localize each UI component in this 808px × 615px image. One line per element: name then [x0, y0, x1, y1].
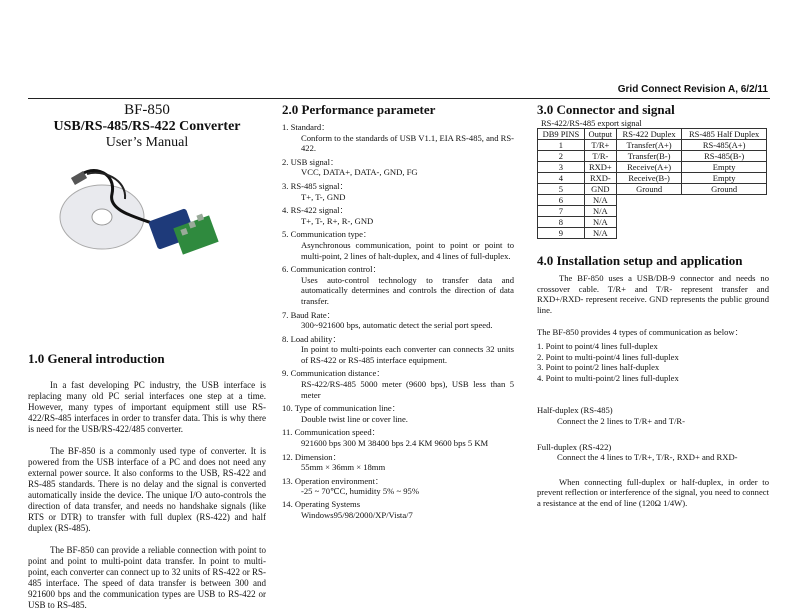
column-performance	[282, 102, 514, 520]
table-row	[538, 206, 767, 217]
param-label: 5. Communication type：	[282, 229, 372, 240]
types-intro: The BF-850 provides 4 types of communication as below：	[537, 327, 744, 338]
param-item	[282, 499, 514, 520]
table-cell: N/A	[584, 206, 616, 217]
table-cell: 6	[538, 195, 585, 206]
intro-paragraph: The BF-850 is a commonly used type of converter. It is powered from the USB interface of a PC and does not need any external power source. It also conforms to the USB, RS-422 and RS-485 standards. There is no delay and the signal is converted automatically inside the device. The unique I/O auto-controls the direction of data transfer, and needs no handshake signals (like RTS or DTR) to transfer with full duplex (RS-422) and half duplex (RS-485).	[28, 446, 266, 533]
table-row	[538, 195, 767, 206]
table-cell: Ground	[682, 184, 767, 195]
param-value: -25 ~ 70℃C, humidity 5% ~ 95%	[301, 486, 420, 497]
param-label: 3. RS-485 signal：	[282, 180, 349, 191]
performance-heading: 2.0 Performance parameter	[282, 102, 436, 117]
param-label: 12. Dimension：	[282, 451, 342, 462]
table-cell: RXD-	[584, 173, 616, 184]
param-value: 300~921600 bps, automatic detect the serial port speed.	[301, 320, 493, 331]
header-divider	[28, 98, 770, 99]
param-label: 4. RS-422 signal：	[282, 205, 349, 216]
table-caption: RS-422/RS-485 export signal	[541, 118, 642, 128]
param-label: 13. Operation environment：	[282, 475, 384, 486]
column-connector	[537, 102, 769, 509]
table-cell: 4	[538, 173, 585, 184]
table-cell: 8	[538, 217, 585, 228]
table-cell: 9	[538, 228, 585, 239]
install-paragraph: The BF-850 uses a USB/DB-9 connector and needs no crossover cable. T/R+ and T/R- represent transfer and RXD+/RXD- represent receive. GND represents the public ground line.	[537, 273, 769, 315]
param-value: 921600 bps 300 M 38400 bps 2.4 KM 9600 bps 5 KM	[301, 438, 489, 449]
full-duplex-label: Full-duplex (RS-422)	[537, 441, 612, 452]
intro-paragraph: In a fast developing PC industry, the USB interface is replacing many old PC serial interfaces one step at a time. However, many types of important equipment still use RS-422/RS-485 interfaces in order to transfer data. This is why there is need for the USB/RS-422/485 converter.	[28, 380, 266, 434]
manual-title: User’s Manual	[105, 135, 189, 150]
types-list	[537, 341, 769, 383]
param-value: RS-422/RS-485 5000 meter (9600 bps), USB less than 5 meter	[301, 379, 514, 400]
param-value: Windows95/98/2000/XP/Vista/7	[301, 509, 413, 520]
product-subtitle: USB/RS-485/RS-422 Converter	[53, 119, 241, 134]
param-value: Asynchronous communication, point to point or point to multi-point, 2 lines of halt-duplex, and 4 lines of full-duplex.	[301, 239, 514, 261]
table-cell: Receive(A+)	[616, 162, 681, 173]
table-row	[538, 217, 767, 228]
table-cell: N/A	[584, 228, 616, 239]
param-item	[282, 476, 514, 497]
table-cell: 3	[538, 162, 585, 173]
param-value: Double twist line or cover line.	[301, 413, 408, 424]
table-cell: Empty	[682, 162, 767, 173]
param-item	[282, 205, 514, 226]
table-cell: T/R-	[584, 151, 616, 162]
table-header-cell: RS-485 Half Duplex	[682, 129, 767, 140]
param-label: 10. Type of communication line：	[282, 403, 401, 414]
table-cell: T/R+	[584, 140, 616, 151]
empty-cell	[616, 206, 681, 217]
param-value: In point to multi-points each converter can connects 32 units of RS-422 or RS-485 interface equipment.	[301, 344, 514, 365]
table-cell: Ground	[616, 184, 681, 195]
param-value: VCC, DATA+, DATA-, GND, FG	[301, 167, 418, 178]
list-item: 3. Point to point/2 lines half-duplex	[537, 362, 660, 373]
list-item: 4. Point to multi-point/2 lines full-duplex	[537, 372, 679, 383]
param-label: 7. Baud Rate：	[282, 309, 336, 320]
table-row	[538, 173, 767, 184]
table-header-cell: Output	[584, 129, 616, 140]
table-cell: RS-485(B-)	[682, 151, 767, 162]
signal-table	[537, 128, 767, 239]
half-duplex-label: Half-duplex (RS-485)	[537, 405, 613, 416]
table-header-cell: RS-422 Duplex	[616, 129, 681, 140]
table-cell: 2	[538, 151, 585, 162]
param-item	[282, 157, 514, 178]
table-header-cell: DB9 PINS	[538, 129, 585, 140]
param-label: 9. Communication distance：	[282, 368, 385, 379]
empty-cell	[616, 217, 681, 228]
empty-cell	[682, 206, 767, 217]
intro-paragraph: The BF-850 can provide a reliable connection with point to point and point to multi-point data transfer. In point to multi-point, each converter can connect up to 32 units of RS-422 or RS-485 interface. The speed of data transfer is between 300 and 921600 bps and the communication types are USB to RS-422 or USB to RS-485.	[28, 545, 266, 610]
param-label: 11. Communication speed：	[282, 427, 381, 438]
param-value: T+, T-, GND	[301, 191, 346, 202]
half-duplex-text: Connect the 2 lines to T/R+ and T/R-	[557, 415, 685, 426]
table-cell: 1	[538, 140, 585, 151]
table-cell: Empty	[682, 173, 767, 184]
table-cell: Transfer(A+)	[616, 140, 681, 151]
column-intro	[28, 102, 266, 611]
table-cell: Receive(B-)	[616, 173, 681, 184]
empty-cell	[682, 195, 767, 206]
param-value: Conform to the standards of USB V1.1, EIA RS-485, and RS-422.	[301, 132, 515, 154]
param-item	[282, 452, 514, 473]
param-item	[282, 264, 514, 306]
param-item	[282, 229, 514, 261]
table-cell: RXD+	[584, 162, 616, 173]
table-row	[538, 228, 767, 239]
param-item	[282, 310, 514, 331]
table-cell: N/A	[584, 195, 616, 206]
table-cell: N/A	[584, 217, 616, 228]
final-paragraph: When connecting full-duplex or half-duplex, in order to prevent reflection or interference of the signal, you need to connect a resistance at the end of line (120Ω 1/4W).	[537, 476, 769, 508]
param-label: 2. USB signal：	[282, 156, 339, 167]
list-item: 2. Point to multi-point/4 lines full-duplex	[537, 351, 679, 362]
param-label: 6. Communication control：	[282, 264, 382, 275]
param-label: 1. Standard：	[282, 122, 330, 132]
param-value: 55mm × 36mm × 18mm	[301, 462, 386, 473]
empty-cell	[682, 228, 767, 239]
connector-heading: 3.0 Connector and signal	[537, 102, 675, 117]
table-row	[538, 140, 767, 151]
table-cell: Transfer(B-)	[616, 151, 681, 162]
product-photo	[57, 159, 237, 269]
param-item	[282, 427, 514, 448]
empty-cell	[616, 195, 681, 206]
empty-cell	[682, 217, 767, 228]
param-item	[282, 334, 514, 366]
table-row	[538, 151, 767, 162]
table-header-row	[538, 129, 767, 140]
empty-cell	[616, 228, 681, 239]
param-value: T+, T-, R+, R-, GND	[301, 215, 374, 226]
intro-heading: 1.0 General introduction	[28, 351, 165, 366]
param-item	[282, 122, 514, 154]
install-heading: 4.0 Installation setup and application	[537, 253, 743, 268]
revision-label: Grid Connect Revision A, 6/2/11	[617, 84, 768, 95]
full-duplex-text: Connect the 4 lines to T/R+, T/R-, RXD+ and RXD-	[557, 452, 738, 463]
table-cell: 7	[538, 206, 585, 217]
param-item	[282, 368, 514, 400]
table-row	[538, 184, 767, 195]
param-label: 8. Load ability：	[282, 333, 341, 344]
param-item	[282, 181, 514, 202]
table-row	[538, 162, 767, 173]
table-cell: 5	[538, 184, 585, 195]
table-cell: GND	[584, 184, 616, 195]
product-title: BF-850	[124, 102, 170, 118]
table-cell: RS-485(A+)	[682, 140, 767, 151]
param-label: 14. Operating Systems	[282, 499, 361, 509]
param-value: Uses auto-control technology to transfer data and automatically determines and controls the direction of data transfer.	[301, 274, 514, 306]
param-item	[282, 403, 514, 424]
list-item: 1. Point to point/4 lines full-duplex	[537, 340, 658, 351]
